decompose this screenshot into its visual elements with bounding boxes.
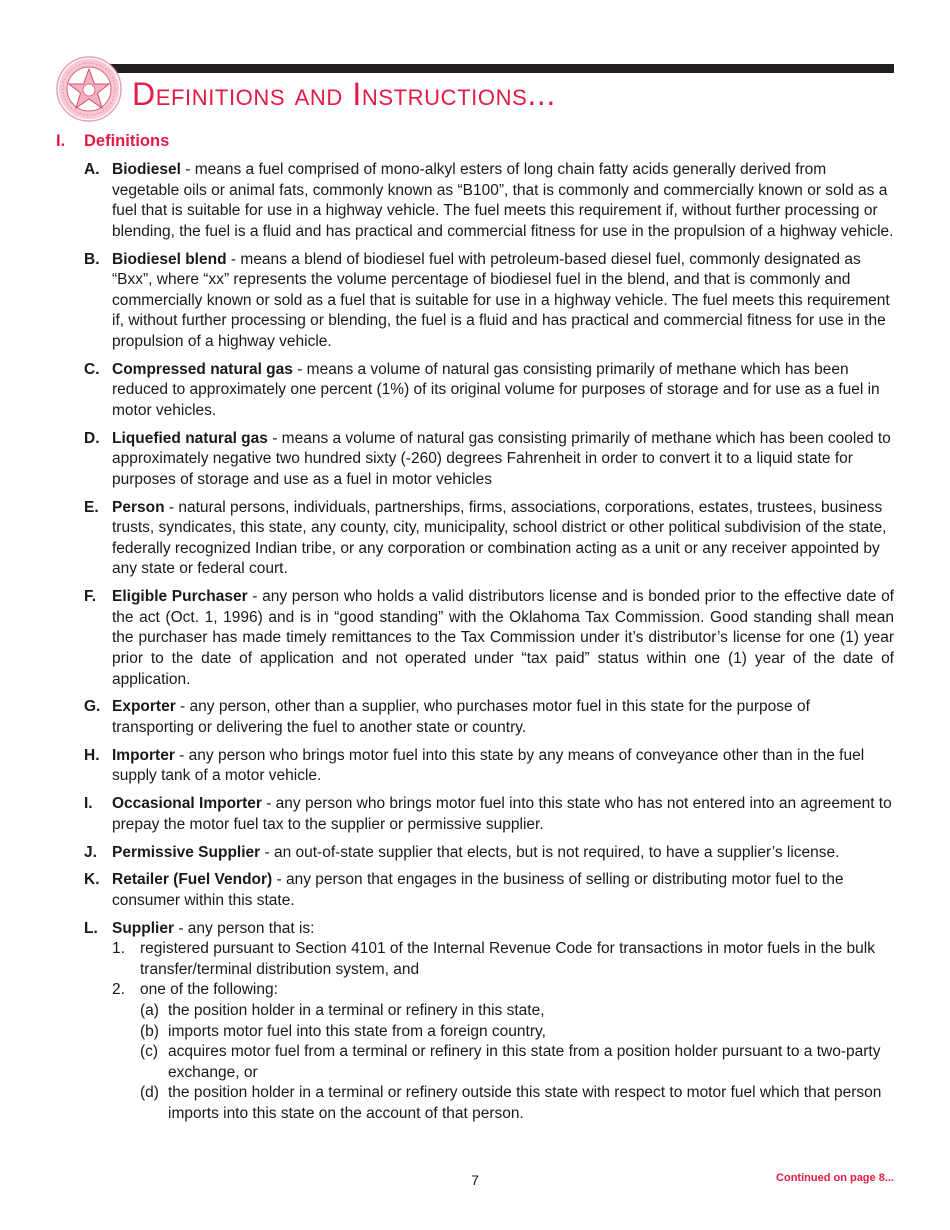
definition-text: - means a fuel comprised of mono-alkyl esters of long chain fatty acids generally derived from vegetable oils or animal fats, commonly known as “B100”, that is commonly and commercially known or sold as a fuel that is suitable for use in a highway vehicle. The fuel meets this requirement if, without further processing or blending, the fuel is a fluid and has practical and commercial fitness for use in the propulsion of a highway vehicle.: [112, 161, 894, 240]
list-number: 2.: [112, 981, 125, 999]
definition-item: [84, 498, 894, 580]
definition-term: Biodiesel blend: [112, 250, 227, 268]
definition-item: [84, 250, 894, 353]
definition-letter: A.: [84, 161, 100, 178]
definition-text: - means a blend of biodiesel fuel with petroleum-based diesel fuel, commonly designated as “Bxx”, where “xx” represents the volume percentage of biodiesel fuel in the blend, and that is commonly and commercially known or sold as a fuel that is suitable for use in a highway vehicle. The fuel meets this requirement if, without further processing or blending, the fuel is a fluid and has practical and commercial fitness for use in the propulsion of a highway vehicle.: [112, 250, 890, 350]
section-heading: [56, 131, 169, 151]
section-title: Definitions: [84, 132, 170, 150]
definition-item: [84, 843, 894, 864]
definition-letter: F.: [84, 588, 97, 606]
list-text: registered pursuant to Section 4101 of the Internal Revenue Code for transactions in motor fuels in the bulk transfer/terminal distribution system, and: [140, 940, 875, 978]
definition-text: - means a volume of natural gas consisting primarily of methane which has been cooled to approximately negative two hundred sixty (-260) degrees Fahrenheit in order to convert it to a liquid state for purposes of storage and use as a fuel in motor vehicles: [112, 429, 891, 488]
definition-letter: B.: [84, 250, 100, 268]
sublist-label: (b): [140, 1022, 159, 1040]
definition-letter: H.: [84, 746, 100, 764]
definition-letter: J.: [84, 843, 97, 861]
sublist-label: (c): [140, 1043, 159, 1061]
sublist-text: the position holder in a terminal or refinery in this state,: [168, 1002, 545, 1020]
supplier-sublist-item: [140, 1001, 894, 1022]
definition-letter: G.: [84, 698, 101, 716]
definitions-list: [84, 160, 894, 1125]
definition-letter: E.: [84, 498, 99, 516]
definition-term: Occasional Importer: [112, 795, 262, 813]
definition-term: Importer: [112, 746, 175, 764]
definition-text: - any person who brings motor fuel into this state by any means of conveyance other than in the fuel supply tank of a motor vehicle.: [112, 746, 865, 785]
definition-term: Supplier: [112, 919, 175, 937]
definition-term: Retailer (Fuel Vendor): [112, 871, 273, 889]
definition-item: [84, 429, 894, 491]
list-number: 1.: [112, 940, 125, 958]
definition-letter: I.: [84, 795, 93, 813]
definition-text: - an out-of-state supplier that elects, but is not required, to have a supplier’s license.: [260, 843, 840, 861]
continued-link: Continued on page 8...: [776, 1172, 894, 1184]
page-title: Definitions and Instructions...: [132, 76, 556, 112]
supplier-sublist-item: [140, 1022, 894, 1043]
supplier-sublist-item: [140, 1042, 894, 1083]
definition-item: [84, 794, 894, 835]
definition-item: [84, 746, 894, 787]
definition-letter: D.: [84, 429, 100, 447]
definition-item: [84, 587, 894, 690]
definition-term: Liquefied natural gas: [112, 429, 268, 447]
definition-text: - any person who brings motor fuel into this state who has not entered into an agreement to prepay the motor fuel tax to the supplier or permissive supplier.: [112, 795, 892, 833]
definition-text: - natural persons, individuals, partnerships, firms, associations, corporations, estates, trustees, business trusts, syndicates, this state, any county, city, municipality, school district or other political subdivision of the state, federally recognized Indian tribe, or any corporation or combination acting as a unit or any receiver appointed by any state or federal court.: [112, 498, 887, 578]
sublist-text: the position holder in a terminal or refinery outside this state with respect to motor fuel which that person imports into this state on the account of that person.: [168, 1084, 882, 1122]
supplier-list-item: [112, 980, 894, 1124]
definition-letter: C.: [84, 360, 100, 378]
sublist-text: acquires motor fuel from a terminal or refinery in this state from a position holder pursuant to a two-party exchange, or: [168, 1043, 881, 1081]
definition-term: Permissive Supplier: [112, 843, 261, 861]
definition-letter: K.: [84, 871, 100, 889]
section-number: I.: [56, 132, 66, 150]
definition-text: - means a volume of natural gas consisting primarily of methane which has been reduced to approximately one percent (1%) of its original volume for purposes of storage and for use as a fuel in motor vehicles.: [112, 360, 880, 419]
header-rule: [96, 64, 894, 73]
definition-item: [84, 160, 894, 242]
definition-item: [84, 697, 894, 738]
definition-letter: L.: [84, 919, 98, 937]
definition-item: [84, 919, 894, 1125]
definition-term: Exporter: [112, 698, 176, 716]
sublist-label: (d): [140, 1084, 159, 1102]
definition-text: - any person that engages in the business of selling or distributing motor fuel to the consumer within this state.: [112, 871, 844, 909]
supplier-list-item: [112, 939, 894, 980]
sublist-text: imports motor fuel into this state from a foreign country,: [168, 1022, 546, 1040]
definition-text: - any person, other than a supplier, who purchases motor fuel in this state for the purpose of transporting or delivering the fuel to another state or country.: [112, 698, 810, 736]
definition-item: [84, 360, 894, 422]
list-text: one of the following:: [140, 981, 278, 999]
page-number: 7: [471, 1172, 479, 1188]
state-seal-icon: [56, 56, 122, 122]
definition-term: Person: [112, 498, 165, 516]
definition-item: [84, 870, 894, 911]
definition-text: - any person that is:: [174, 919, 315, 937]
definition-term: Eligible Purchaser: [112, 588, 248, 606]
definition-term: Compressed natural gas: [112, 360, 293, 378]
definition-text: - any person who holds a valid distributors license and is bonded prior to the effective date of the act (Oct. 1, 1996) and is in “good standing” with the Oklahoma Tax Commission. Good standing shall mean the purchaser has made timely remittances to the Tax Commission under it’s distributor’s license for one (1) year prior to the date of application and not operated under “tax paid” status within one (1) year of the date of application.: [112, 588, 894, 688]
supplier-sublist-item: [140, 1083, 894, 1124]
definition-term: Biodiesel: [112, 161, 181, 178]
sublist-label: (a): [140, 1002, 159, 1020]
